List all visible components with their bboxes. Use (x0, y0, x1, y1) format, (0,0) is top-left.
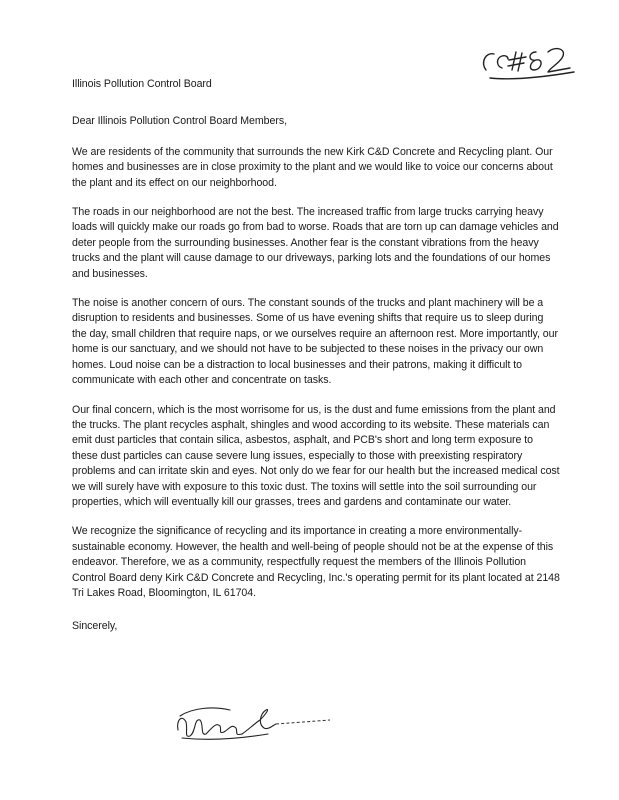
paragraph-roads: The roads in our neighborhood are not the best. The increased traffic from large trucks carrying heavy loads will quickly make our roads go from bad to worse. Roads that are torn up can damage vehicles and deter people from the surrounding businesses. Another fear is the constant vibrations from the heavy trucks and the plant will cause damage to our driveways, parking lots and the foundations of our homes and businesses. (72, 206, 559, 280)
paragraph-intro: We are residents of the community that surrounds the new Kirk C&D Concrete and Recycling plant. Our homes and businesses are in close proximity to the plant and we would like to voice our concerns about the plant and its effect on our neighborhood. (72, 145, 553, 189)
recipient-line: Illinois Pollution Control Board (72, 78, 212, 90)
paragraph-dust: Our final concern, which is the most worrisome for us, is the dust and fume emissions from the plant and the trucks. The plant recycles asphalt, shingles and wood according to its website. These materials can emit dust particles that contain silica, asbestos, asphalt, and PCB's short and long term exposure to these dust particles can cause severe lung issues, especially to those with preexisting respiratory problems and can irritate skin and eyes. Not only do we fear for our health but the increased medical cost we will surely have with exposure to this toxic dust. The toxins will settle into the soil surrounding our properties, which will eventually kill our grasses, trees and gardens and contaminate our water. (72, 403, 560, 508)
handwritten-signature (172, 700, 332, 746)
paragraph-noise: The noise is another concern of ours. The constant sounds of the trucks and plant machinery will be a disruption to residents and businesses. Some of us have evening shifts that require us to sleep during the day, small children that require naps, or we ourselves require an afternoon rest. More importantly, our home is our sanctuary, and we should not have to be subjected to these noises in the privacy our own homes. Loud noise can be a distraction to local businesses and their patrons, making it difficult to communicate with each other and concentrate on tasks. (72, 297, 558, 387)
salutation: Dear Illinois Pollution Control Board Members, (72, 115, 287, 128)
letter-body (72, 77, 560, 635)
paragraph-request: We recognize the significance of recycling and its importance in creating a more environmentally-sustainable economy. However, the health and well-being of people should not be at the expense of this endeavor. Therefore, we as a community, respectfully request the members of the Illinois Pollution Control Board deny Kirk C&D Concrete and Recycling, Inc.'s operating permit for its plant located at 2148 Tri Lakes Road, Bloomington, IL 61704. (72, 525, 560, 599)
closing: Sincerely, (72, 620, 118, 633)
